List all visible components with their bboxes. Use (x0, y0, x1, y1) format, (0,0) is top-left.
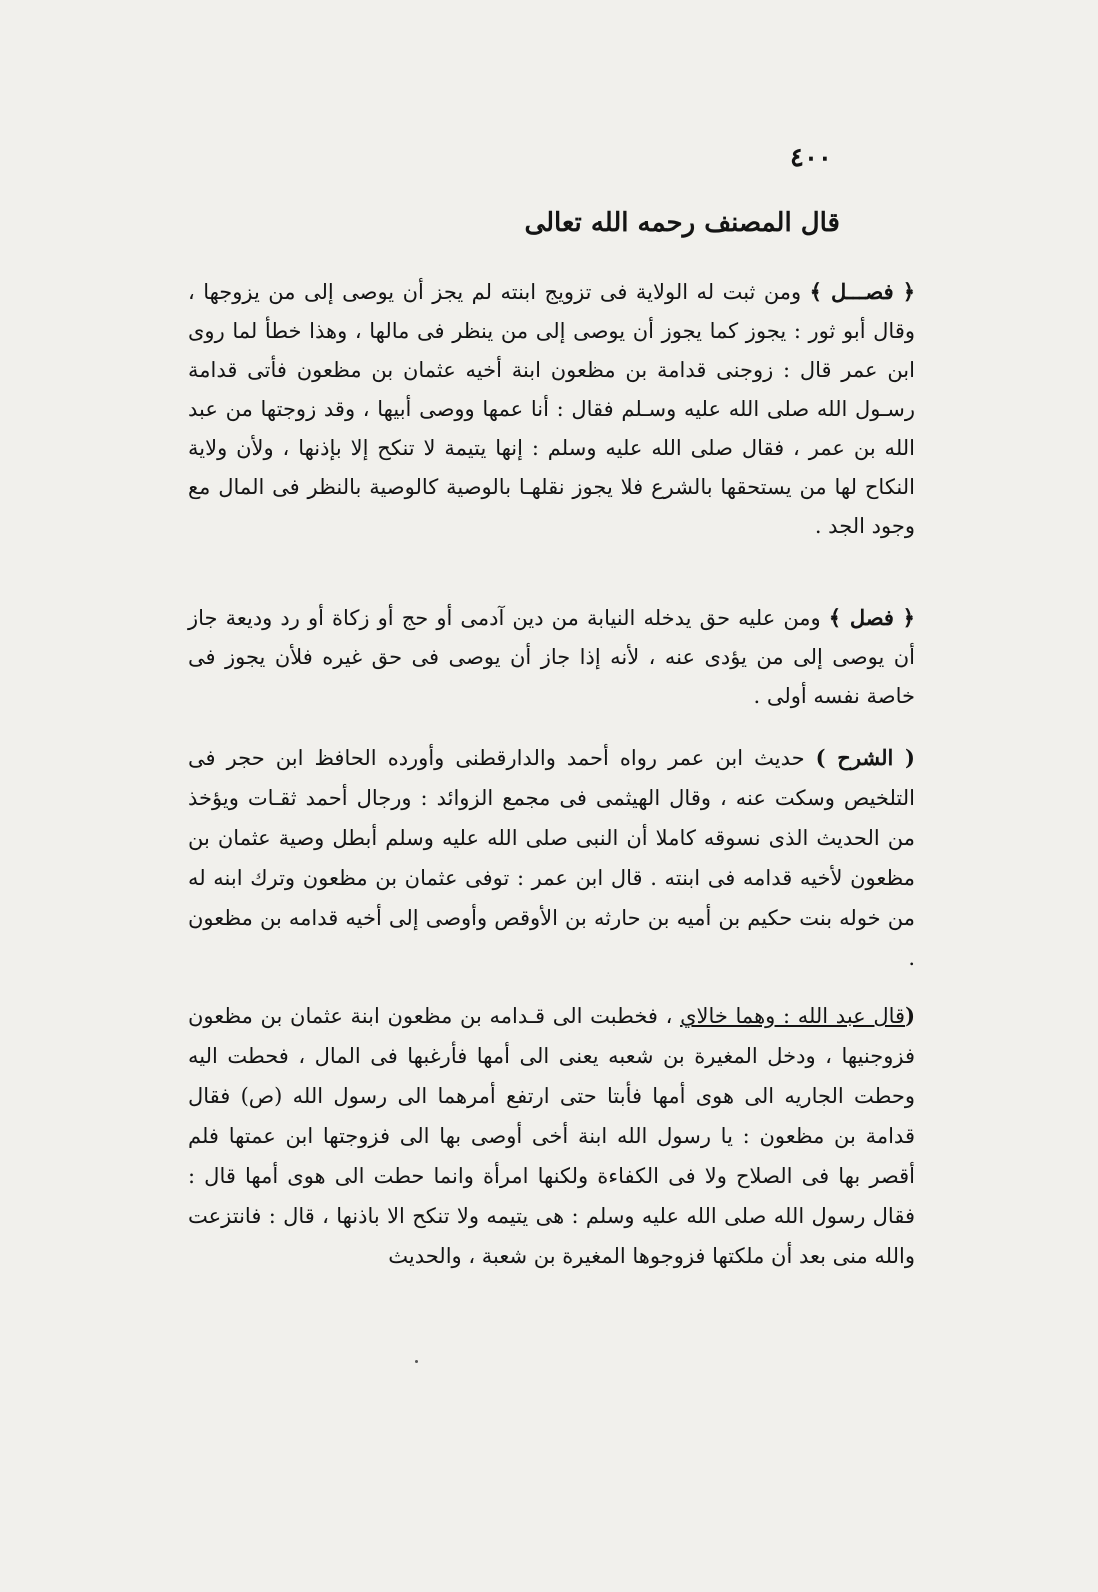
fasl-heading: ﴿ فصـــل ﴾ (809, 279, 915, 304)
section-title: قال المصنف رحمه الله تعالى (524, 208, 840, 238)
hadith-text: ، فخطبت الى قـدامه بن مظعون ابنة عثمان بن مظعون فزوجنيها ، ودخل المغيرة بن شعبه يعنى الى أمها فأرغبها فى المال ، فحطت اليه وحطت الجاريه الى هوى أمها فأبتا حتى ارتفع أمرهما الى رسول الله (ص) فقال قدامة بن مظعون : يا رسول الله ابنة أخى أوصى بها الى فزوجتها ابن عمتها فلم أقصر بها فى الصلاح ولا فى الكفاءة ولكنها امرأة وانما حطت الى هوى أمها قال : فقال رسول الله صلى الله عليه وسلم : هى يتيمه ولا تنكح الا باذنها ، قال : فانتزعت والله منى بعد أن ملكتها فزوجوها المغيرة بن شعبة ، والحديث (188, 1004, 915, 1268)
fasl-paragraph-1 (188, 272, 915, 546)
fasl-paragraph-2 (188, 598, 915, 716)
fasl-text: ومن ثبت له الولاية فى تزويج ابنته لم يجز أن يوصى إلى من يزوجها ، وقال أبو ثور : يجوز كما يجوز أن يوصى إلى من ينظر فى مالها ، وهذا خطأ لما روى ابن عمر قال : زوجنى قدامة بن مظعون ابنة أخيه عثمان بن مظعون فأتى قدامة رسـول الله صلى الله عليه وسـلم فقال : أنا عمها ووصى أبيها ، وقد زوجتها من عبد الله بن عمر ، فقال صلى الله عليه وسلم : إنها يتيمة لا تنكح إلا بإذنها ، ولأن ولاية النكاح لها من يستحقها بالشرع فلا يجوز نقلهـا بالوصية كالوصية بالنظر فى المال مع وجود الجد . (188, 280, 915, 538)
hadith-underlined-text: قال عبد الله : وهما خالاي (680, 1004, 906, 1028)
paper-speck (415, 1360, 418, 1363)
fasl-text: ومن عليه حق يدخله النيابة من دين آدمى أو حج أو زكاة أو رد وديعة جاز أن يوصى إلى من يؤدى عنه ، لأنه إذا جاز أن يوصى فى حق غيره فلأن يجوز فى خاصة نفسه أولى . (188, 606, 915, 708)
sharh-heading: ( الشرح ) (815, 745, 915, 770)
sharh-paragraph (188, 738, 915, 978)
page-number: ٤٠٠ (790, 143, 832, 173)
hadith-open-paren: ( (905, 1003, 915, 1028)
sharh-text: حديث ابن عمر رواه أحمد والدارقطنى وأورده الحافظ ابن حجر فى التلخيص وسكت عنه ، وقال الهيثمى فى مجمع الزوائد : ورجال أحمد ثقـات ويؤخذ من الحديث الذى نسوقه كاملا أن النبى صلى الله عليه وسلم أبطل وصية عثمان بن مظعون لأخيه قدامه فى ابنته . قال ابن عمر : توفى عثمان بن مظعون وترك ابنه له من خوله بنت حكيم بن أميه بن حارثه بن الأوقص وأوصى إلى أخيه قدامه بن مظعون . (188, 746, 915, 970)
hadith-paragraph (188, 996, 915, 1276)
fasl-heading: ﴿ فصل ﴾ (828, 605, 915, 630)
